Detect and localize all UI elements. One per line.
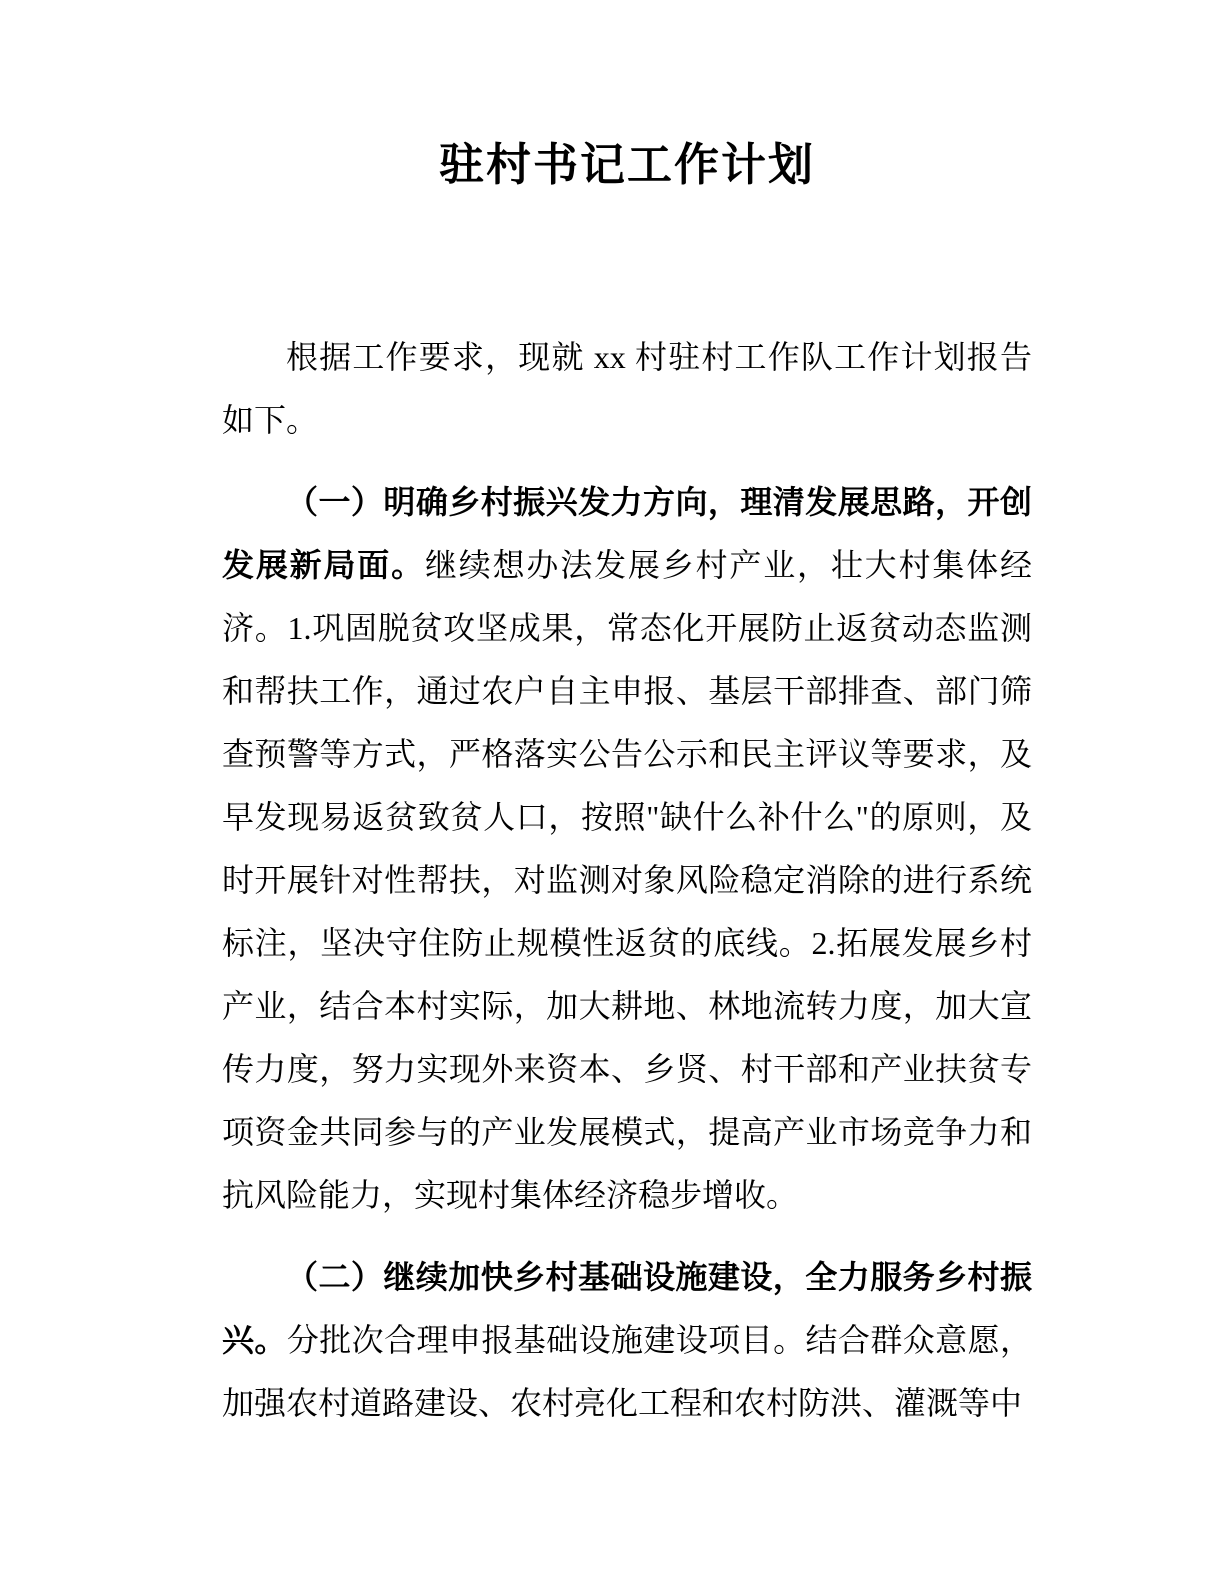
intro-paragraph: 根据工作要求，现就 xx 村驻村工作队工作计划报告如下。: [222, 339, 1032, 438]
section-2-heading: （二）继续加快乡村基础设施建设，全力服务乡村振兴。: [222, 1259, 1032, 1358]
section-1-heading: （一）明确乡村振兴发力方向，理清发展思路，开创发展新局面。: [222, 484, 1032, 583]
section-2-body-text: 分批次合理申报基础设施建设项目。结合群众意愿，加强农村道路建设、农村亮化工程和农村防洪、灌溉等中: [222, 1322, 1032, 1421]
document-title: 驻村书记工作计划: [438, 140, 815, 190]
section-1-paragraph: [222, 471, 1032, 1227]
section-2-paragraph: [222, 1246, 1032, 1435]
document-body: [222, 326, 1032, 1435]
section-1-body-text: 继续想办法发展乡村产业，壮大村集体经济。1.巩固脱贫攻坚成果，常态化开展防止返贫动态监测和帮扶工作，通过农户自主申报、基层干部排查、部门筛查预警等方式，严格落实公告公示和民主评议等要求，及早发现易返贫致贫人口，按照"缺什么补什么"的原则，及时开展针对性帮扶，对监测对象风险稳定消除的进行系统标注，坚决守住防止规模性返贫的底线。2.拓展发展乡村产业，结合本村实际，加大耕地、林地流转力度，加大宣传力度，努力实现外来资本、乡贤、村干部和产业扶贫专项资金共同参与的产业发展模式，提高产业市场竞争力和抗风险能力，实现村集体经济稳步增收。: [222, 547, 1032, 1213]
